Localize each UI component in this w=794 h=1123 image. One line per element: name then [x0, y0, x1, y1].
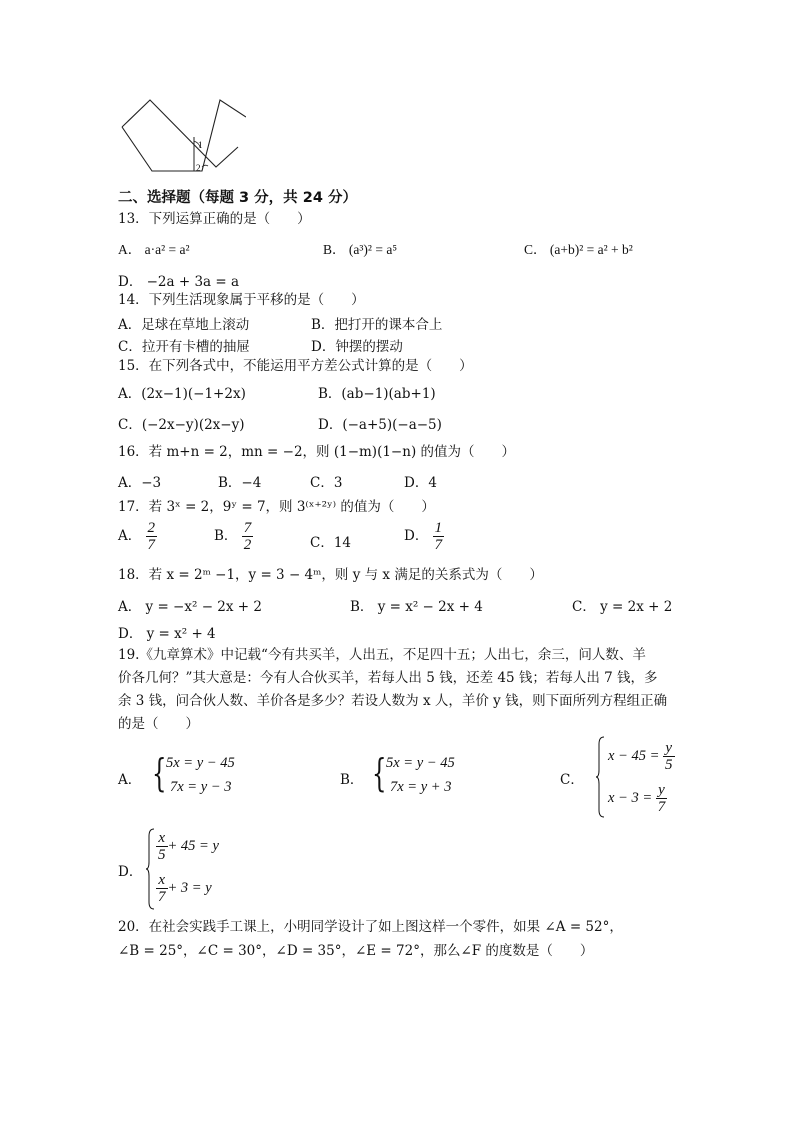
q18-option-a: A． y = −x² − 2x + 2 [118, 599, 262, 615]
numerator: 2 [147, 520, 156, 536]
figure-angle-label-1: 1 [198, 140, 203, 150]
question-19-line-1: 19.《九章算术》中记载“今有共买羊，人出五，不足四十五；人出七，余三，问人数、羊 [118, 647, 646, 663]
q19-option-a-system [152, 751, 262, 799]
numerator: y [663, 740, 675, 757]
q17-option-d-fraction [433, 520, 445, 553]
equation-2-left: x − 3 = [608, 789, 653, 806]
denominator: 5 [665, 757, 673, 773]
equation-1: 5x = y − 45 [166, 755, 235, 771]
brace-icon [146, 828, 156, 910]
q15-option-d: D．(−a+5)(−a−5) [318, 417, 442, 433]
question-15-stem: 15．在下列各式中，不能运用平方差公式计算的是（ ） [118, 358, 473, 374]
brace-icon: { [152, 751, 167, 795]
denominator: 7 [158, 889, 166, 905]
q18-option-d: D． y = x² + 4 [118, 626, 216, 642]
fraction [156, 872, 168, 905]
equation-1 [156, 830, 219, 863]
equation-2: 7x = y − 3 [170, 779, 232, 795]
q18-option-c: C． y = 2x + 2 [572, 599, 673, 615]
q14-option-b: B．把打开的课本合上 [311, 317, 443, 333]
q18-option-b: B． y = x² − 2x + 4 [350, 599, 483, 615]
q16-option-c: C．3 [310, 475, 343, 491]
q13-option-b: B． (a³)² = a⁵ [323, 242, 398, 257]
q16-option-a: A．−3 [118, 475, 162, 491]
brace-icon: { [372, 751, 387, 795]
denominator: 2 [243, 537, 252, 553]
q19-option-d-label: D． [118, 864, 143, 880]
numerator: y [656, 782, 668, 799]
question-19-line-3: 余 3 钱，问合伙人数、羊价各是多少？若设人数为 x 人，羊价 y 钱，则下面所列方程组正确 [118, 693, 668, 709]
question-17-stem: 17．若 3ˣ = 2，9ʸ = 7，则 3⁽ˣ⁺²ʸ⁾ 的值为（ ） [118, 499, 435, 515]
q19-option-a-label: A． [118, 772, 142, 788]
question-14-stem: 14．下列生活现象属于平移的是（ ） [118, 292, 365, 308]
q14-option-c: C．拉开有卡槽的抽屉 [118, 339, 250, 355]
q13-option-c: C． (a+b)² = a² + b² [524, 242, 633, 257]
equation-2: 7x = y + 3 [390, 779, 452, 795]
fraction [156, 830, 168, 863]
parallel-lines-figure [120, 97, 246, 179]
q17-option-a-fraction [146, 520, 158, 553]
equation-2 [156, 872, 212, 905]
q15-option-c: C．(−2x−y)(2x−y) [118, 417, 245, 433]
q17-option-a-label: A． [118, 528, 142, 544]
q13-option-d: D． −2a + 3a = a [118, 274, 240, 290]
equation-1: 5x = y − 45 [386, 755, 455, 771]
q17-option-d [404, 520, 444, 553]
q15-option-a: A．(2x−1)(−1+2x) [118, 386, 246, 402]
numerator: 1 [434, 520, 443, 536]
q14-option-d: D．钟摆的摆动 [311, 339, 403, 355]
equation-2 [608, 782, 667, 815]
question-20-line-2: ∠B = 25°，∠C = 30°，∠D = 35°，∠E = 72°，那么∠F 的度数是（ ） [118, 943, 594, 959]
q13-option-a: A． a·a² = a² [118, 242, 190, 257]
equation-1-right: + 45 = y [167, 837, 219, 854]
question-13-stem: 13．下列运算正确的是（ ） [118, 211, 311, 227]
equation-2-right: + 3 = y [167, 879, 212, 896]
q17-option-c: C．14 [310, 535, 352, 551]
figure-angle-label-2: 2 [196, 163, 201, 173]
q14-option-a: A．足球在草地上滚动 [118, 317, 250, 333]
q17-option-b [214, 520, 253, 553]
section-title: 二、选择题（每题 3 分，共 24 分） [118, 190, 357, 206]
equation-1 [608, 740, 675, 773]
denominator: 7 [147, 537, 156, 553]
question-16-stem: 16．若 m+n = 2，mn = −2，则 (1−m)(1−n) 的值为（ ） [118, 444, 515, 460]
question-20-line-1: 20．在社会实践手工课上，小明同学设计了如上图这样一个零件，如果 ∠A = 52°， [118, 919, 623, 935]
question-19-line-2: 价各几何？”其大意是：今有人合伙买羊，若每人出 5 钱，还差 45 钱；若每人出 7 钱，多 [118, 670, 658, 686]
numerator: x [156, 830, 168, 847]
q19-option-b-label: B． [340, 772, 364, 788]
equation-1-left: x − 45 = [608, 747, 660, 764]
q16-option-d: D．4 [404, 475, 437, 491]
q19-option-d-system [146, 828, 256, 912]
brace-icon [596, 736, 606, 818]
q19-option-b-system [372, 751, 482, 799]
question-18-stem: 18．若 x = 2ᵐ −1，y = 3 − 4ᵐ，则 y 与 x 满足的关系式为（ ） [118, 567, 543, 583]
numerator: 7 [243, 520, 252, 536]
denominator: 7 [657, 799, 666, 815]
numerator: x [156, 872, 168, 889]
q17-option-b-label: B． [214, 528, 238, 544]
q19-option-c-label: C． [560, 772, 584, 788]
q19-option-c-system [596, 736, 706, 820]
q17-option-d-label: D． [404, 528, 429, 544]
denominator: 7 [434, 537, 443, 553]
q15-option-b: B．(ab−1)(ab+1) [318, 386, 436, 402]
q17-option-a [118, 520, 157, 553]
q17-option-b-fraction [242, 520, 254, 553]
fraction [656, 782, 668, 815]
fraction [663, 740, 675, 773]
question-19-line-4: 的是（ ） [118, 716, 199, 732]
denominator: 5 [158, 847, 166, 863]
q16-option-b: B．−4 [218, 475, 262, 491]
